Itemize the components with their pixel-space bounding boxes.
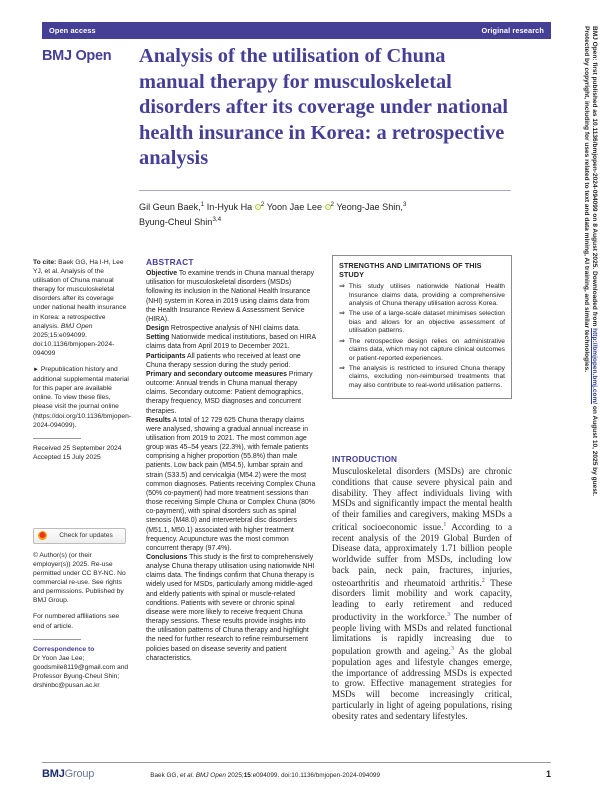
abstract-objective: [146, 269, 316, 324]
sidebar-metadata: [33, 258, 130, 697]
abstract-text-participants: All patients who received at least one Chuna therapy session during the study period.: [146, 352, 301, 369]
intro-text-e: As the global population ages and lifestyle changes emerge, the importance of addressing MSDs is expected to grow. Effective management strategies for MSDs will become increasingly critical, particularly in light of ageing populations, rising obesity rates and sedentary lifestyles.: [332, 646, 513, 721]
list-item: [339, 283, 505, 309]
footer-citation-volume: 15: [243, 772, 251, 779]
abstract-label-results: Results: [146, 416, 171, 424]
correspondence-block: [33, 645, 130, 690]
received-date: Received 25 September 2024: [33, 444, 122, 452]
abstract-label-outcomes: Primary and secondary outcome measures: [146, 370, 287, 378]
reference-marker[interactable]: 2: [481, 577, 485, 584]
abstract-text-results: A total of 12 729 625 Chuna therapy claims were analysed, showing a gradual annual increase in utilisation from 2019 to 2021. The most common age group was 45–54 years (22.3%), with female patients comprising a higher proportion (55.8%) than male patients. Low back pain (M54.5), lumbar sprain and strain (S33.5) and cervicalgia (M54.2) were the most common diagnoses. Patients receiving Complex Chuna (50% co-payment) had more treatment sessions than those receiving Simple Chuna or Complex Chuna (80% co-payment), with spinal disorders such as spinal stenosis (M48.0) and intervertebral disc disorders (M51.1, M50.1) associated with higher treatment frequency. Acupuncture was the most common concurrent therapy (97.4%).: [146, 416, 316, 552]
strengths-limitations-box: [332, 255, 512, 399]
page-number: 1: [545, 769, 551, 779]
footer-divider: [42, 762, 551, 763]
sidebar-divider-2: [33, 639, 81, 640]
list-item: [339, 365, 505, 391]
arrow-bullet-icon: ⇒: [339, 283, 345, 290]
abstract-setting: [146, 333, 316, 351]
check-for-updates-button[interactable]: [33, 528, 126, 544]
author-divider: [139, 190, 511, 191]
journal-url-link[interactable]: http://bmjopen.bmj.com/: [591, 328, 598, 405]
introduction-section: [332, 455, 512, 721]
crossmark-icon: [38, 531, 47, 540]
abstract-results: [146, 416, 316, 553]
author-affiliation-marker: 3: [402, 201, 407, 208]
logo-bold-text: BMJ: [42, 768, 65, 780]
abstract-text-conclusions: This study is the first to comprehensively analyse Chuna therapy utilisation using nationwide NHI claims data. The findings confirm that Chuna therapy is widely used for MSDs, particularly among middle-aged and elderly patients with spinal or muscle-related conditions. Patients with severe or chronic spinal disease were more likely to receive frequent Chuna therapy sessions. These results provide insights into the utilisation patterns of Chuna therapy and highlight the need for further research to refine reimbursement policies based on disease severity and patient characteristics.: [146, 554, 315, 662]
strengths-item-text: This study utilises nationwide National Health Insurance claims data, providing a comprehensive analysis of Chuna therapy utilisation across Korea.: [348, 283, 505, 308]
author-name: In-Hyuk Ha: [204, 202, 253, 213]
open-access-label: Open access: [49, 26, 96, 35]
abstract-heading: ABSTRACT: [146, 257, 194, 267]
author-affiliation-marker: 3,4: [212, 215, 222, 223]
abstract-section: [146, 258, 316, 663]
copyright-statement: © Author(s) (or their employer(s)) 2025. Re-use permitted under CC BY-NC. No commercial re-use. See rights and permissions. Published by BMJ Group.: [33, 551, 126, 605]
reference-marker[interactable]: 3: [446, 611, 450, 618]
footer-citation-d: :e094099. doi:10.1136/bmjopen-2024-094099: [250, 772, 381, 779]
access-banner: [42, 22, 551, 39]
correspondence-body: Dr Yoon Jae Lee; goodsmile8119@gmail.com and Professor Byung-Cheul Shin; drshinbc@pusan.ac.kr: [33, 654, 129, 689]
sidebar-divider: [33, 438, 81, 439]
abstract-label-setting: Setting: [146, 334, 170, 342]
logo-light-text: Group: [64, 768, 95, 780]
strengths-list: [339, 283, 505, 391]
strengths-heading: STRENGTHS AND LIMITATIONS OF THIS STUDY: [339, 261, 482, 279]
affiliations-note: For numbered affiliations see end of article.: [33, 613, 120, 630]
prepublication-note: [33, 365, 130, 430]
triangle-bullet-icon: ►: [33, 367, 39, 374]
footer-citation: [94, 772, 546, 779]
to-cite-label: To cite:: [33, 259, 57, 266]
arrow-bullet-icon: ⇒: [339, 364, 345, 372]
to-cite-block: [33, 258, 130, 358]
download-provenance-stamp: [582, 26, 598, 766]
accepted-date: Accepted 15 July 2025: [33, 453, 101, 461]
arrow-bullet-icon: ⇒: [339, 310, 345, 318]
author-affiliation-marker: 2: [330, 201, 335, 208]
abstract-text-setting: Nationwide medical institutions, based on HIRA claims data from April 2019 to December 2021.: [146, 334, 316, 351]
list-item: [339, 310, 505, 336]
author-affiliation-marker: 2: [260, 201, 265, 208]
article-type-label: Original research: [481, 26, 544, 35]
introduction-paragraph: [332, 466, 512, 721]
stamp-text-rotated: [582, 26, 598, 766]
author-name: Byung-Cheul Shin: [139, 216, 213, 227]
to-cite-journal: BMJ Open: [60, 322, 93, 330]
strengths-item-text: The use of a large-scale dataset minimises selection bias and allows for an objective assessment of utilisation patterns.: [348, 310, 505, 335]
footer-citation-etal: et al: [180, 772, 193, 779]
abstract-label-participants: Participants: [146, 352, 186, 360]
abstract-text-outcomes: Primary outcome: Annual trends in Chuna manual therapy claims. Secondary outcome: Patient demographics, therapy frequency, MSD diagnoses and concurrent therapies.: [146, 370, 313, 415]
stamp-line-2: Protected by copyright, including for uses related to text and data mining, AI training, and similar technologies.: [583, 26, 591, 373]
footer-citation-journal: BMJ Open: [195, 772, 226, 779]
abstract-text-design: Retrospective analysis of NHI claims data.: [168, 325, 300, 333]
author-list: [139, 199, 511, 228]
abstract-conclusions: [146, 553, 316, 663]
strengths-item-text: The analysis is restricted to insured Chuna therapy claims, excluding non-reimbursed treatments that may also contribute to real-world utilisation patterns.: [348, 364, 505, 390]
intro-text-a: Musculoskeletal disorders (MSDs) are chronic conditions that cause severe physical pain and disability. They affect individuals living with MSDs and significantly impact the mental health of their families and caregivers, making MSDs a critical socioeconomic issue.: [332, 466, 512, 532]
author-name: Yeong-Jae Shin,: [334, 202, 403, 213]
page-title: Analysis of the utilisation of Chuna manual therapy for musculoskeletal disorders after its coverage under national health insurance in Korea: a retrospective analysis: [139, 45, 509, 169]
page-footer: [42, 768, 551, 780]
intro-text-c: These disorders limit mobility and work capacity, leading to early retirement and reduced productivity in the workforce.: [332, 577, 512, 622]
to-cite-tail: 2025;15:e094099. doi:10.1136/bmjopen-2024-094099: [33, 331, 115, 357]
abstract-design: [146, 324, 316, 333]
prepublication-text: Prepublication history and additional supplemental material for this paper are available online. To view these files, please visit the journal online (https://doi.org/10.1136/bmjopen-2024-094099).: [33, 366, 132, 429]
intro-text-b: According to a recent analysis of the 2019 Global Burden of Disease data, approximately 1.71 billion people worldwide suffer from MSDs, including low back pain, neck pain, fractures, injuries, osteoarthritis and rheumatoid arthritis.: [332, 521, 513, 588]
stamp-line-1: [590, 26, 598, 766]
footer-citation-c: 2025;: [225, 772, 244, 779]
orcid-icon[interactable]: [325, 204, 331, 210]
journal-masthead: BMJ Open: [42, 48, 112, 64]
author-name: Yoon Jae Lee: [264, 202, 322, 213]
list-item: [339, 338, 505, 364]
reference-marker[interactable]: 3: [450, 646, 454, 653]
author-name: Gil Geun Baek,: [139, 202, 201, 213]
to-cite-text: Baek GG, Ha I-H, Lee YJ, et al. Analysis of the utilisation of Chuna manual therapy for musculoskeletal disorders after its coverage under national health insurance in Korea: a retrospective analysis.: [33, 259, 127, 330]
correspondence-heading: Correspondence to: [33, 645, 95, 653]
abstract-outcomes: [146, 370, 316, 416]
check-for-updates-label: Check for updates: [59, 532, 113, 540]
abstract-text-objective: To examine trends in Chuna manual therapy utilisation for musculoskeletal disorders (MSDs) following its inclusion in the National Health Insurance (NHI) system in Korea in 2019 using claims data from the Health Insurance Review & Assessment Service (HIRA).: [146, 270, 315, 323]
stamp-text-b: on August 10, 2025 by guest.: [591, 404, 598, 496]
author-affiliation-marker: 1: [200, 201, 205, 208]
abstract-label-conclusions: Conclusions: [146, 554, 188, 561]
orcid-icon[interactable]: [255, 204, 261, 210]
intro-text-d: The number of people living with MSDs and related functional limitations is rapidly increasing due to population growth and ageing.: [332, 611, 512, 657]
footer-citation-a: Baek GG,: [150, 772, 181, 779]
abstract-label-objective: Objective: [146, 270, 178, 278]
stamp-text-a: BMJ Open: first published as 10.1136/bmjopen-2024-094099 on 8 August 2025. Downloaded from: [591, 26, 598, 329]
abstract-participants: [146, 352, 316, 370]
strengths-item-text: The retrospective design relies on administrative claims data, which may not capture clinical outcomes or patient-reported experiences.: [348, 337, 505, 362]
footer-citation-b: .: [192, 772, 196, 779]
reference-marker[interactable]: 1: [443, 521, 447, 528]
abstract-label-design: Design: [146, 325, 169, 333]
introduction-heading: INTRODUCTION: [332, 455, 398, 464]
arrow-bullet-icon: ⇒: [339, 337, 345, 345]
bmj-group-logo: [42, 768, 94, 780]
